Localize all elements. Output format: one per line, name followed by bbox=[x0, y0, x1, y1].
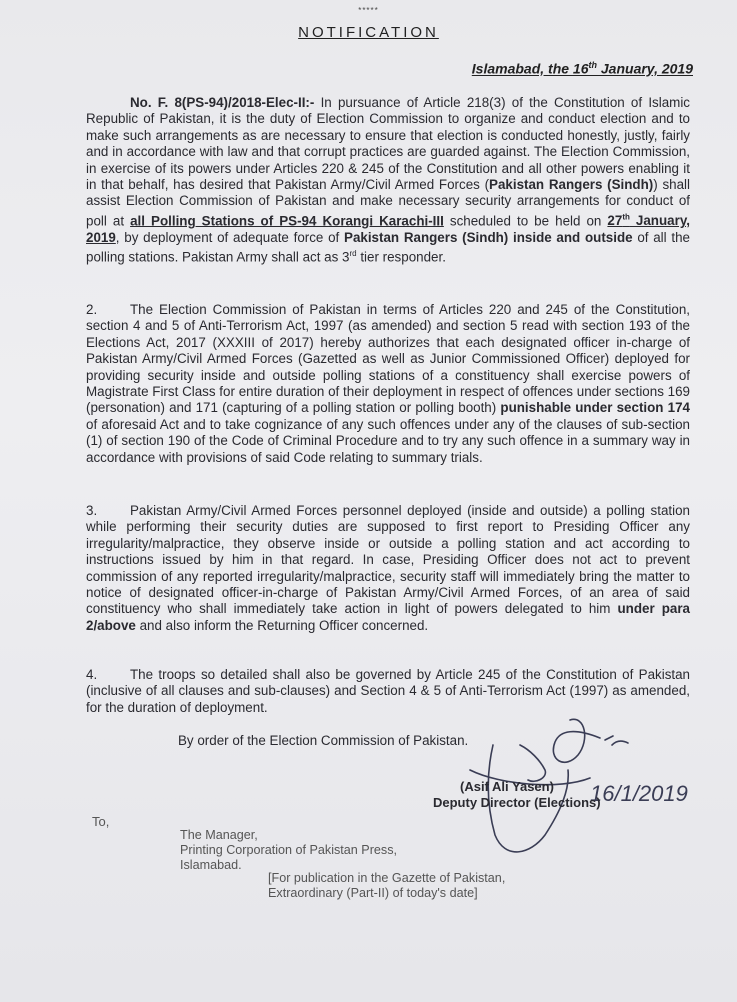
address-line: The Manager, bbox=[180, 828, 258, 842]
signer-name: (Asif Ali Yasen) bbox=[460, 779, 554, 794]
notification-heading: NOTIFICATION bbox=[298, 24, 439, 41]
paragraph-3: 3. Pakistan Army/Civil Armed Forces personnel deployed (inside and outside) a polling station while performing their security duties are supposed to first report to Presiding Officer any irregularity/malpractice, they observe inside or outside a polling station and act according to instructions issued by him in that regard. In case, Presiding Officer does not act to prevent commission of any reported irregularity/malpractice, security staff will immediately bring the matter to notice of designated officer-in-charge of Pakistan Army/Civil Armed Forces, of an area of said constituency who shall immediately take action in light of powers delegated to him under para 2/above and also inform the Returning Officer concerned. bbox=[86, 503, 690, 633]
place-date: Islamabad, the 16th January, 2019 bbox=[471, 60, 693, 77]
paragraph-4: 4. The troops so detailed shall also be governed by Article 245 of the Constitution of Pakistan (inclusive of all clauses and sub-clauses) and Section 4 & 5 of Anti-Terrorism Act (1997) as amended, for the duration of deployment. bbox=[86, 667, 690, 715]
paragraph-1: No. F. 8(PS-94)/2018-Elec-II:- In pursuance of Article 218(3) of the Constitution of Islamic Republic of Pakistan, it is the duty of Election Commission to organize and conduct election and to make such arrangements as are necessary to ensure that election is conducted honestly, justly, fairly and in accordance with law and that corrupt practices are guarded against. The Election Commission, in exercise of its powers under Articles 220 & 245 of the Constitution and all other powers enabling it in that behalf, has desired that Pakistan Army/Civil Armed Forces (Pakistan Rangers (Sindh)) shall assist Election Commission of Pakistan and make necessary security arrangements for conduct of poll at all Polling Stations of PS-94 Korangi Karachi-III scheduled to be held on 27th January, 2019, by deployment of adequate force of Pakistan Rangers (Sindh) inside and outside of all the polling stations. Pakistan Army shall act as 3rd tier responder. bbox=[86, 95, 691, 265]
publication-note: Extraordinary (Part-II) of today's date] bbox=[268, 886, 478, 900]
signer-title: Deputy Director (Elections) bbox=[433, 795, 601, 810]
address-line: Islamabad. bbox=[180, 858, 242, 872]
order-line: By order of the Election Commission of Pakistan. bbox=[178, 733, 469, 748]
handwritten-date: 16/1/2019 bbox=[590, 781, 688, 806]
header-stars: ***** bbox=[358, 6, 379, 15]
reference-number: No. F. 8(PS-94)/2018-Elec-II:- bbox=[130, 95, 315, 110]
to-label: To, bbox=[92, 814, 110, 829]
paragraph-2: 2. The Election Commission of Pakistan in terms of Articles 220 and 245 of the Constitution, section 4 and 5 of Anti-Terrorism Act, 1997 (as amended) and section 5 read with section 193 of the Elections Act, 2017 (XXXIII of 2017) hereby authorizes that each designated officer in-charge of Pakistan Army/Civil Armed Forces (Gazetted as well as Junior Commissioned Officer) deployed for providing security inside and outside polling stations of a constituency shall exercise powers of Magistrate First Class for entire duration of their deployment in respect of offences under sections 169 (personation) and 171 (capturing of a polling station or polling booth) punishable under section 174 of aforesaid Act and to take cognizance of any such offences under any of the clauses of sub-section (1) of section 190 of the Code of Criminal Procedure and to try any such offence in a summary way in accordance with provisions of said Code relating to summary trials. bbox=[86, 302, 691, 465]
address-line: Printing Corporation of Pakistan Press, bbox=[180, 843, 397, 857]
publication-note: [For publication in the Gazette of Pakistan, bbox=[268, 871, 506, 885]
